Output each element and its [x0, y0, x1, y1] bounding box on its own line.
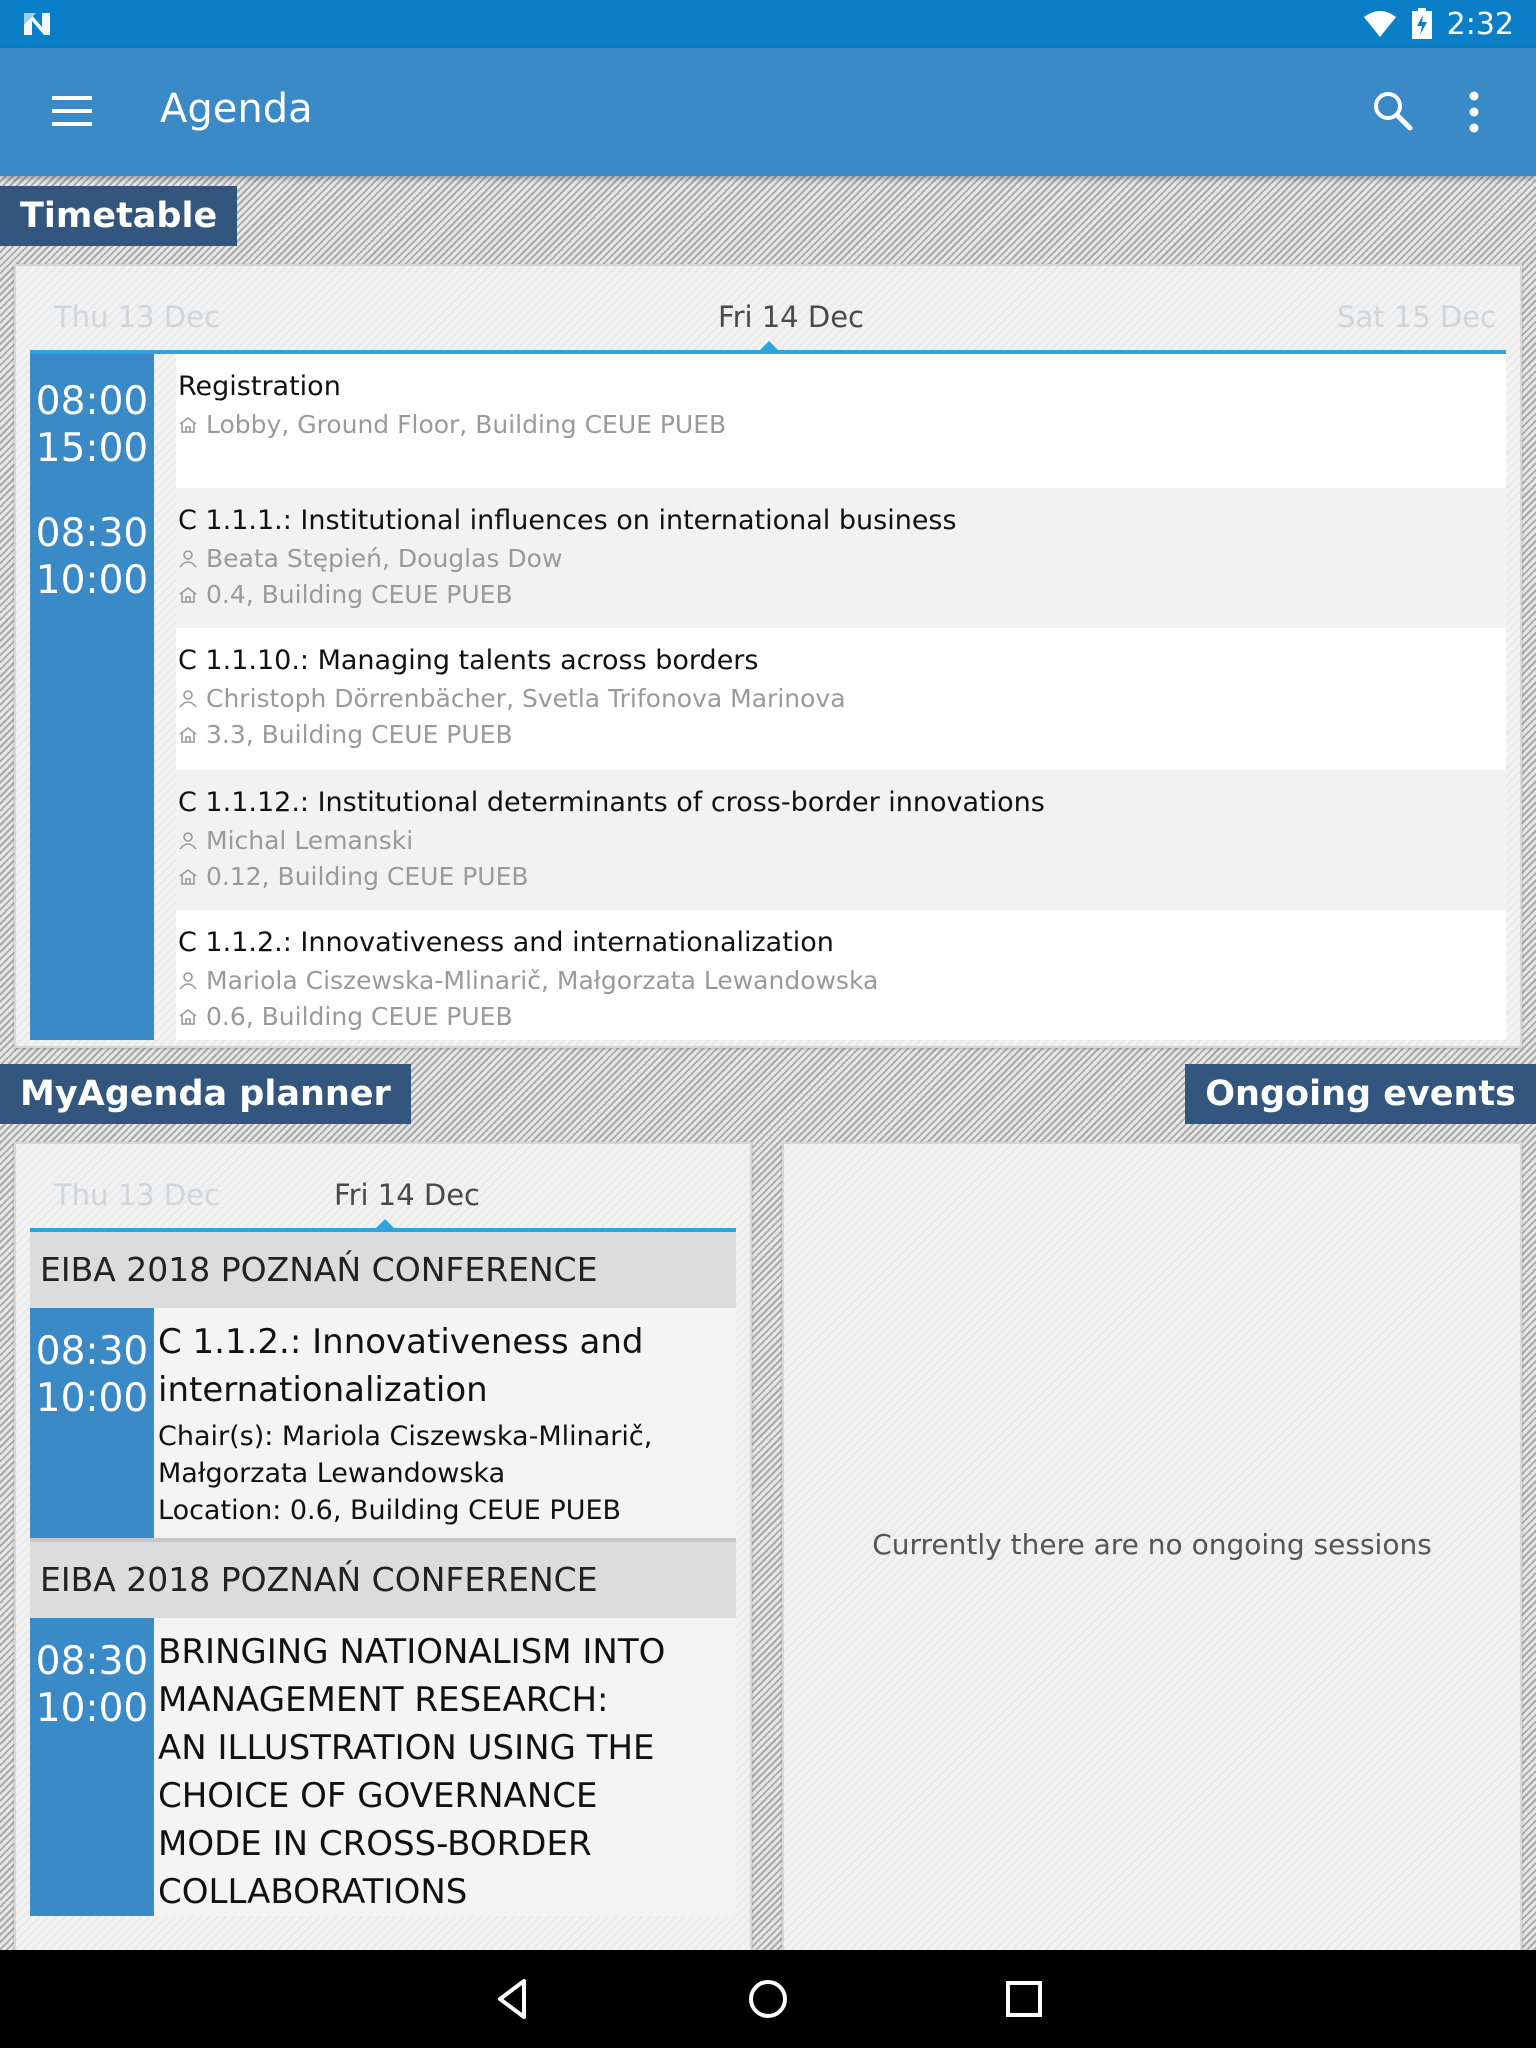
tab-thu-13-dec[interactable]: Thu 13 Dec — [54, 300, 220, 334]
status-time: 2:32 — [1446, 6, 1514, 42]
title-line: C 1.1.2.: Innovativeness and — [158, 1322, 644, 1362]
title-line: BRINGING NATIONALISM INTO — [158, 1632, 666, 1672]
planner-group-header: EIBA 2018 POZNAŃ CONFERENCE — [30, 1232, 736, 1308]
people-text: Beata Stępień, Douglas Dow — [206, 544, 563, 573]
session-row[interactable] — [176, 354, 1506, 488]
recents-icon[interactable] — [996, 1971, 1052, 2027]
session-row[interactable] — [176, 910, 1506, 1040]
timetable-panel — [14, 264, 1522, 1048]
time-block — [30, 378, 154, 472]
session-location — [178, 720, 513, 749]
people-text: Christoph Dörrenbächer, Svetla Trifonova Marinova — [206, 684, 846, 713]
title-line: MODE IN CROSS-BORDER — [158, 1824, 592, 1864]
people-text: Michal Lemanski — [206, 826, 414, 855]
planner-panel — [14, 1142, 752, 2048]
end-time: 10:00 — [35, 558, 149, 603]
planner-item-details — [158, 1418, 726, 1529]
active-tab-indicator — [760, 341, 778, 350]
session-people — [178, 966, 878, 995]
end-time: 15:00 — [35, 426, 149, 471]
page-title: Agenda — [160, 86, 313, 132]
timetable-list[interactable] — [30, 354, 1506, 1040]
search-icon[interactable] — [1370, 88, 1416, 134]
app-bar — [0, 48, 1536, 176]
tab-thu-13-dec[interactable]: Thu 13 Dec — [54, 1178, 220, 1212]
more-options-icon[interactable] — [1458, 86, 1490, 138]
detail-line: Chair(s): Mariola Ciszewska-Mlinarič, — [158, 1421, 653, 1452]
session-title: Registration — [178, 371, 341, 402]
session-location — [178, 1002, 513, 1031]
time-block — [30, 510, 154, 604]
planner-item-time — [30, 1308, 154, 1538]
active-tab-indicator — [376, 1219, 394, 1228]
detail-line: Małgorzata Lewandowska — [158, 1458, 506, 1489]
hamburger-menu-icon[interactable] — [40, 88, 104, 136]
person-icon — [178, 831, 198, 851]
start-time: 08:30 — [35, 511, 149, 556]
title-line: AN ILLUSTRATION USING THE — [158, 1728, 655, 1768]
end-time: 10:00 — [35, 1376, 149, 1421]
planner-day-tabs — [30, 1144, 736, 1232]
title-line: CHOICE OF GOVERNANCE — [158, 1776, 598, 1816]
building-icon — [178, 725, 198, 745]
session-location — [178, 862, 529, 891]
person-icon — [178, 549, 198, 569]
building-icon — [178, 585, 198, 605]
tab-sat-15-dec[interactable]: Sat 15 Dec — [1336, 300, 1496, 334]
session-location — [178, 410, 726, 439]
planner-group-header: EIBA 2018 POZNAŃ CONFERENCE — [30, 1542, 736, 1618]
planner-item-time — [30, 1618, 154, 1916]
status-bar — [0, 0, 1536, 48]
building-icon — [178, 1007, 198, 1027]
planner-item[interactable] — [30, 1308, 736, 1538]
session-title: C 1.1.10.: Managing talents across borders — [178, 645, 759, 676]
session-row[interactable] — [176, 628, 1506, 770]
session-title: C 1.1.1.: Institutional influences on international business — [178, 505, 957, 536]
notification-n-icon — [22, 11, 52, 37]
people-text: Mariola Ciszewska-Mlinarič, Małgorzata Lewandowska — [206, 966, 879, 995]
session-title: C 1.1.2.: Innovativeness and internationalization — [178, 927, 834, 958]
back-icon[interactable] — [486, 1971, 542, 2027]
location-text: 3.3, Building CEUE PUEB — [206, 720, 513, 749]
person-icon — [178, 971, 198, 991]
session-location — [178, 580, 513, 609]
session-people — [178, 544, 562, 573]
session-row[interactable] — [176, 770, 1506, 910]
location-text: Lobby, Ground Floor, Building CEUE PUEB — [206, 410, 727, 439]
title-line: COLLABORATIONS — [158, 1872, 468, 1912]
tab-fri-14-dec[interactable]: Fri 14 Dec — [718, 300, 865, 334]
battery-icon — [1411, 8, 1433, 40]
detail-line: Location: 0.6, Building CEUE PUEB — [158, 1495, 622, 1526]
tab-fri-14-dec[interactable]: Fri 14 Dec — [334, 1178, 481, 1212]
content-area — [0, 176, 1536, 1950]
navigation-bar — [0, 1950, 1536, 2048]
session-people — [178, 684, 846, 713]
title-line: MANAGEMENT RESEARCH: — [158, 1680, 609, 1720]
ongoing-events-label: Ongoing events — [1185, 1064, 1536, 1124]
title-line: internationalization — [158, 1370, 488, 1410]
session-row[interactable] — [176, 488, 1506, 628]
location-text: 0.12, Building CEUE PUEB — [206, 862, 529, 891]
timetable-label: Timetable — [0, 186, 237, 246]
empty-state-message: Currently there are no ongoing sessions — [872, 1528, 1432, 1561]
end-time: 10:00 — [35, 1686, 149, 1731]
planner-item-title — [158, 1318, 716, 1414]
location-text: 0.6, Building CEUE PUEB — [206, 1002, 513, 1031]
home-icon[interactable] — [740, 1971, 796, 2027]
planner-item[interactable] — [30, 1618, 736, 1916]
start-time: 08:30 — [35, 1639, 149, 1684]
ongoing-events-panel — [782, 1142, 1522, 2048]
session-title: C 1.1.12.: Institutional determinants of cross-border innovations — [178, 787, 1045, 818]
person-icon — [178, 689, 198, 709]
wifi-icon — [1363, 10, 1397, 38]
planner-item-title — [158, 1628, 716, 1916]
location-text: 0.4, Building CEUE PUEB — [206, 580, 513, 609]
session-people — [178, 826, 413, 855]
start-time: 08:00 — [35, 379, 149, 424]
building-icon — [178, 867, 198, 887]
timetable-day-tabs — [30, 266, 1506, 354]
building-icon — [178, 415, 198, 435]
start-time: 08:30 — [35, 1329, 149, 1374]
planner-label: MyAgenda planner — [0, 1064, 411, 1124]
